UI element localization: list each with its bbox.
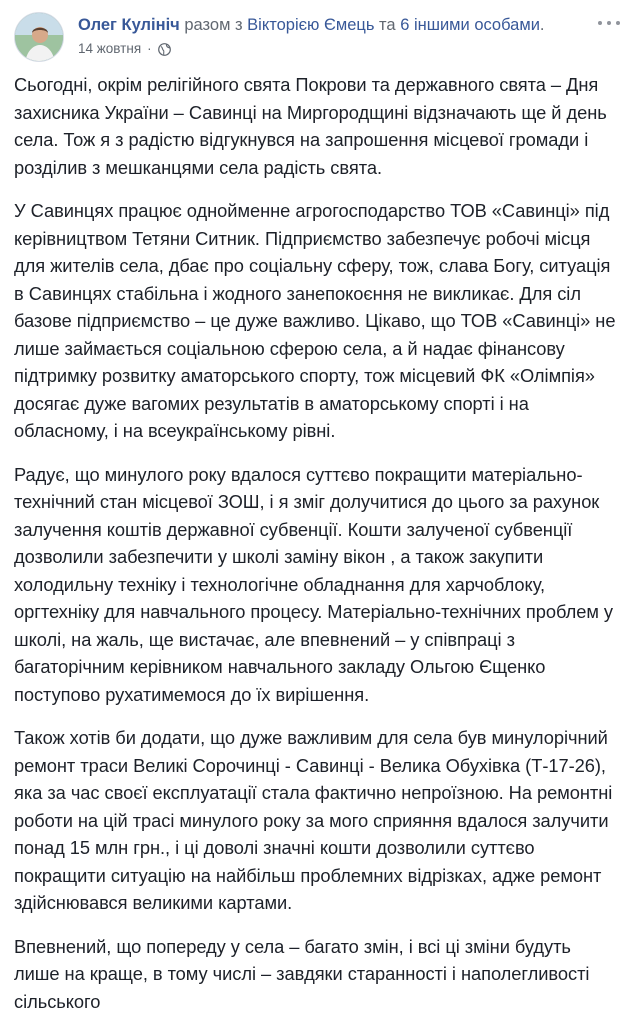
post-paragraph: Впевнений, що попереду у села – багато змін, і всі ці зміни будуть лише на краще, в тому числі – завдяки старанності і наполегливості сільського <box>14 935 590 1012</box>
post-header-text <box>78 15 590 58</box>
post-paragraph: Сьогодні, окрім релігійного свята Покрови та державного свята – Дня захисника України – Савинці на Миргородщині відзначають ще й день села. Тож я з радістю відгукнувся на запрошення місцевої громади і розділив з мешканцями села радість свята. <box>14 74 607 178</box>
post-body <box>14 71 620 1031</box>
with-prefix: разом з <box>184 16 243 34</box>
post-header <box>14 12 620 62</box>
and-text: та <box>379 16 396 34</box>
header-suffix: . <box>539 16 545 34</box>
author-name-link[interactable]: Олег Кулініч <box>78 16 180 34</box>
post-paragraph: У Савинцях працює однойменне агрогосподарство ТОВ «Савинці» під керівництвом Тетяни Ситник. Підприємство забезпечує робочі місця для жителів села, дбає про соціальну сферу, тож, слава Богу, ситуація в Савинцях стабільна і жодного занепокоєння не викликає. Для сіл базове підприємство – це дуже важливо. Цікаво, що ТОВ «Савинці» не лише займається соціальною сферою села, а й надає фінансову підтримку розвитку аматорського спорту, тож місцевий ФК «Олімпія» досягає дуже вагомих результатів в аматорському спорті і на обласному, і на всеукраїнському рівні. <box>14 200 616 441</box>
tagged-person-link[interactable]: Вікторією Ємець <box>247 16 375 34</box>
post-paragraph: Радує, що минулого року вдалося суттєво покращити матеріально-технічний стан місцевої ЗОШ, і я зміг долучитися до цього за рахунок залучення коштів державної субвенції. Кошти залученої субвенції дозволили забезпечити у школі заміну вікон , а також закупити холодильну техніку і технологічне обладнання для харчоблоку, оргтехніку для навчального процесу. Матеріально-технічних проблем у школі, на жаль, ще вистачає, але впевнений – у співпраці з багаторічним керівником навчального закладу Ольгою Єщенко поступово рухатимемося до їх вирішення. <box>14 463 613 705</box>
date-separator: · <box>147 41 152 56</box>
post-date-link[interactable]: 14 жовтня <box>78 41 142 56</box>
author-avatar[interactable] <box>14 12 64 62</box>
tagged-others-link[interactable]: 6 іншими особами <box>400 16 540 34</box>
more-options-icon[interactable] <box>598 16 620 30</box>
post-paragraph: Також хотів би додати, що дуже важливим для села був минулорічний ремонт траси Великі Сорочинці - Савинці - Велика Обухівка (Т-17-26), яка за час своєї експлуатації стала фактично непроїзною. На ремонтні роботи на цій трасі минулого року за мого сприяння вдалося залучити понад 15 млн грн., і ці доволі значні кошти дозволили суттєво покращити ситуацію на найбільш проблемних відрізках, адже ремонт здійснювався великими картами. <box>14 727 613 913</box>
globe-icon[interactable] <box>158 43 171 56</box>
